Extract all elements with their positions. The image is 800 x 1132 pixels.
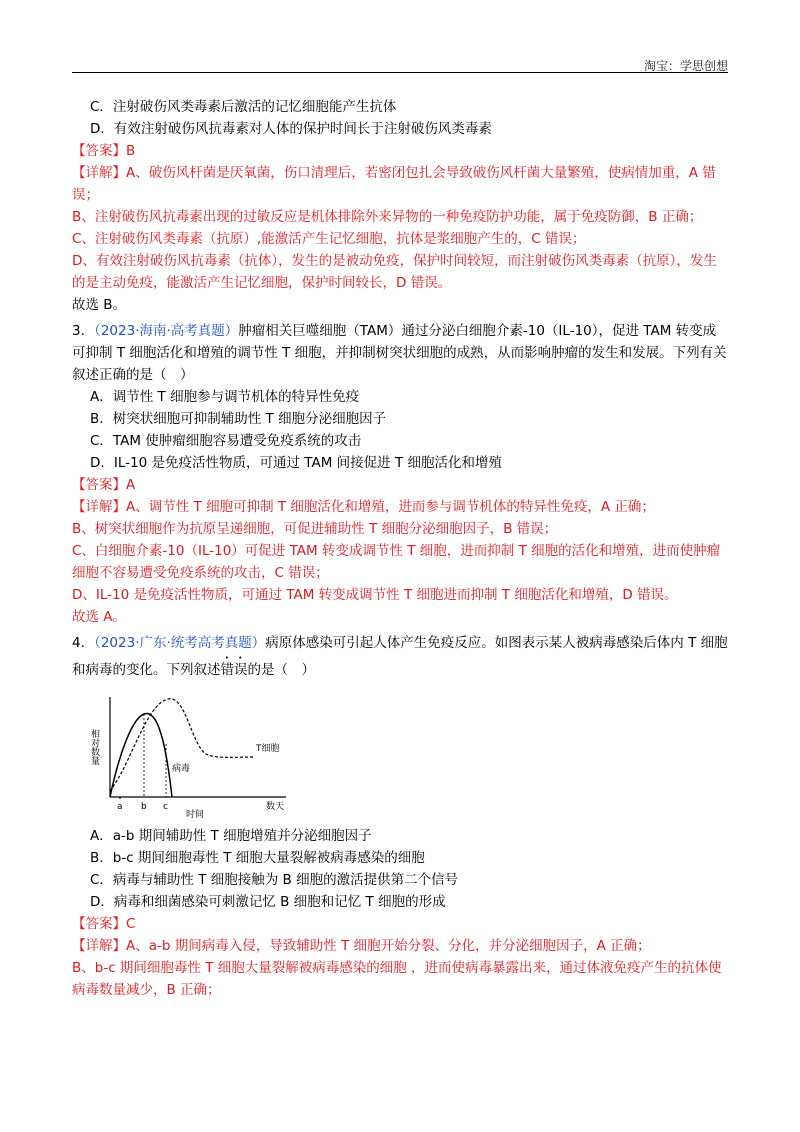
header-rule	[72, 72, 728, 73]
x-axis-label: 时间	[186, 810, 205, 819]
q4-figure-svg	[86, 689, 306, 819]
q3-detail-a: 【详解】A、调节性 T 细胞可抑制 T 细胞活化和增殖，进而参与调节机体的特异性免疫，A 正确；	[72, 499, 655, 515]
q3-option-c: C．TAM 使肿瘤细胞容易遭受免疫系统的攻击	[90, 433, 362, 449]
q3-option-d: D．IL-10 是免疫活性物质，可通过 TAM 间接促进 T 细胞活化和增殖	[90, 455, 502, 471]
q2-option-c: C．注射破伤风类毒素后激活的记忆细胞能产生抗体	[90, 99, 397, 115]
tick-c: c	[163, 802, 168, 812]
t-cell-label: T细胞	[256, 744, 280, 754]
q3-number: 3．	[72, 323, 95, 339]
q2-option-d: D．有效注射破伤风抗毒素对人体的保护时间长于注射破伤风类毒素	[90, 121, 492, 137]
q3-answer: 【答案】A	[72, 477, 136, 493]
q3-detail-d: D、IL-10 是免疫活性物质，可通过 TAM 转变成调节性 T 细胞进而抑制 T 细胞活化和增殖，D 错误。	[72, 587, 678, 603]
q4-detail-a: 【详解】A、a-b 期间病毒入侵，导致辅助性 T 细胞开始分裂、分化，并分泌细胞因子，A 正确；	[72, 938, 651, 954]
q4-number: 4．	[72, 635, 95, 651]
q4-option-b: B．b-c 期间细胞毒性 T 细胞大量裂解被病毒感染的细胞	[90, 850, 425, 866]
y-axis-label: 相对数量	[89, 729, 99, 765]
q3-stem	[72, 320, 728, 386]
virus-curve	[110, 714, 172, 797]
page-header: 淘宝：学思创想	[643, 59, 728, 73]
q4-answer: 【答案】C	[72, 916, 136, 932]
q2-answer: 【答案】B	[72, 143, 136, 159]
q4-source: （2023·广东·统考高考真题）	[94, 635, 266, 651]
q4-detail-b: B、b-c 期间细胞毒性 T 细胞大量裂解被病毒感染的细胞 ，进而使病毒暴露出来，通过体液免疫产生的抗体使病毒数量减少，B 正确；	[72, 960, 722, 998]
q3-source: （2023·海南·高考真题）	[94, 323, 239, 339]
q2-detail-d: D、有效注射破伤风抗毒素（抗体），发生的是被动免疫，保护时间较短，而注射破伤风类毒素（抗原），发生的是主动免疫，能激活产生记忆细胞，保护时间较长，D 错误。	[72, 253, 717, 291]
tick-b: b	[141, 802, 147, 812]
q3-detail-c: C、白细胞介素-10（IL-10）可促进 TAM 转变成调节性 T 细胞，进而抑制 T 细胞的活化和增殖，进而使肿瘤细胞不容易遭受免疫系统的攻击，C 错误；	[72, 543, 721, 581]
q4-stem-emphasis: 错误	[220, 662, 248, 678]
q4-figure	[86, 689, 306, 819]
q4-option-d: D．病毒和细菌感染可刺激记忆 B 细胞和记忆 T 细胞的形成	[90, 894, 446, 910]
document-body	[72, 96, 728, 1001]
q4-stem-text-a: 病原体感染可引起人体产生免疫反应。如图表示某人被病毒感染后体内 T 细胞和病毒的变化。下列叙述	[72, 635, 728, 678]
q2-detail-b: B、注射破伤风抗毒素出现的过敏反应是机体排除外来异物的一种免疫防护功能，属于免疫防御，B 正确；	[72, 209, 703, 225]
q3-option-a: A．调节性 T 细胞参与调节机体的特异性免疫	[90, 389, 360, 405]
virus-label: 病毒	[172, 764, 191, 774]
q2-detail-c: C、注射破伤风类毒素（抗原）,能激活产生记忆细胞，抗体是浆细胞产生的，C 错误；	[72, 231, 586, 247]
t-cell-curve	[110, 699, 254, 791]
q3-detail-b: B、树突状细胞作为抗原呈递细胞，可促进辅助性 T 细胞分泌细胞因子，B 错误；	[72, 521, 558, 537]
q2-conclusion: 故选 B。	[72, 297, 127, 313]
q4-stem-text-b: 的是（ ）	[247, 662, 315, 678]
tick-a: a	[117, 802, 123, 812]
q4-option-a: A．a-b 期间辅助性 T 细胞增殖并分泌细胞因子	[90, 828, 372, 844]
x-unit-label: 数天	[266, 802, 285, 812]
q2-detail-a: 【详解】A、破伤风杆菌是厌氧菌，伤口清理后，若密闭包扎会导致破伤风杆菌大量繁殖，使病情加重，A 错误；	[72, 165, 716, 203]
q4-stem	[72, 632, 728, 681]
q3-option-b: B．树突状细胞可抑制辅助性 T 细胞分泌细胞因子	[90, 411, 387, 427]
q3-conclusion: 故选 A。	[72, 609, 127, 625]
q4-option-c: C．病毒与辅助性 T 细胞接触为 B 细胞的激活提供第二个信号	[90, 872, 459, 888]
q3-stem-text: 肿瘤相关巨噬细胞（TAM）通过分泌白细胞介素-10（IL-10），促进 TAM 转变成可抑制 T 细胞活化和增殖的调节性 T 细胞，并抑制树突状细胞的成熟，从而影响肿瘤的发生和发展。下列有关叙述正确的是（ ）	[72, 323, 727, 383]
